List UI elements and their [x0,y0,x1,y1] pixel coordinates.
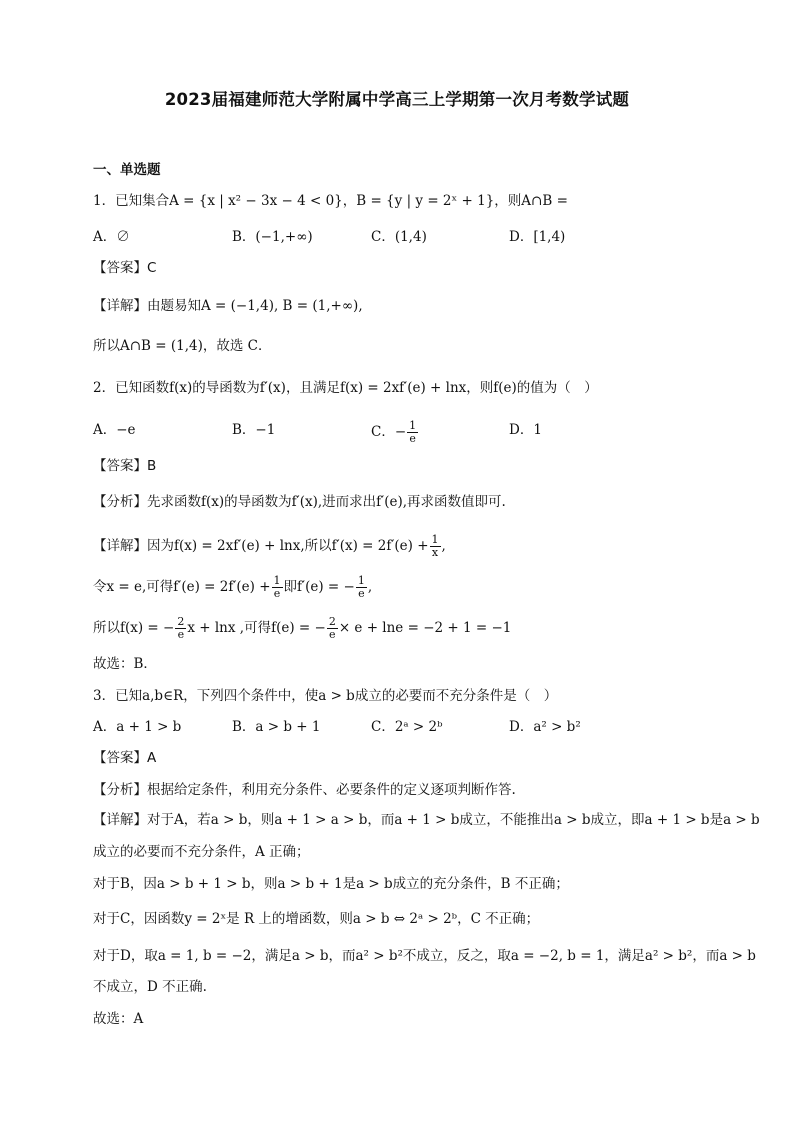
q3-detail-line-1: 【详解】对于A，若a > b，则a + 1 > a > b，而a + 1 > b成立，不能推出a > b成立，即a + 1 > b是a > b [93,812,760,828]
q2-fraction-1-over-e-b: $\frac{1}{e}$ [357,574,365,600]
q3-option-c: C．2ᵃ > 2ᵇ [371,719,443,735]
q3-detail-line-5: 对于D，取a = 1, b = −2，满足a > b，而a² > b²不成立，反之，取a = −2, b = 1，满足a² > b²，而a > b [93,948,756,964]
q2-fraction-1-over-e: $\frac{1}{e}$ [273,574,281,600]
q3-detail-line-6: 不成立，D 不正确. [93,979,207,995]
q1-answer: 【答案】C [93,260,157,276]
q3-analysis: 【分析】根据给定条件，利用充分条件、必要条件的定义逐项判断作答. [93,782,516,798]
q2-conclusion: 故选：B． [93,656,157,672]
question-3-stem: 3．已知a,b∈R，下列四个条件中，使a > b成立的必要而不充分条件是（ ） [93,688,558,704]
question-2-stem: 2．已知函数f(x)的导函数为f′(x)，且满足f(x) = 2xf′(e) + lnx，则f(e)的值为（ ） [93,380,598,396]
q2-fraction-1-over-x: $\frac{1}{x}$ [431,533,439,559]
q2-option-c-fraction: $\frac{1}{e}$ [409,419,417,445]
q1-option-a: A．∅ [93,229,130,245]
q2-option-a: A．−e [93,422,136,438]
q2-fraction-2-over-e-b: $\frac{2}{e}$ [328,615,336,641]
q3-detail-line-2: 成立的必要而不充分条件，A 正确； [93,844,310,860]
page-title: 2023届福建师范大学附属中学高三上学期第一次月考数学试题 [164,90,630,109]
q1-option-d: D．[1,4) [509,229,566,245]
q2-detail-line-2: 令x = e,可得f′(e) = 2f′(e) + $\frac{1}{e}$ 即f′(e) = − $\frac{1}{e}$ , [93,574,373,600]
q3-conclusion: 故选：A [93,1011,144,1027]
q3-detail-line-4: 对于C，因函数y = 2ˣ是 R 上的增函数，则a > b ⇔ 2ᵃ > 2ᵇ，C 不正确； [93,911,540,927]
section-heading: 一、单选题 [93,162,161,178]
q3-answer: 【答案】A [93,750,157,766]
q3-option-a: A．a + 1 > b [93,719,182,735]
q2-option-d: D．1 [509,422,542,438]
question-1-stem: 1．已知集合A = {x | x² − 3x − 4 < 0}，B = {y | y = 2ˣ + 1}，则A∩B = [93,193,568,209]
q2-analysis: 【分析】先求函数f(x)的导函数为f′(x),进而求出f′(e),再求函数值即可. [93,494,506,510]
q3-option-d: D．a² > b² [509,719,581,735]
q2-answer: 【答案】B [93,458,157,474]
q1-option-b: B．(−1,+∞) [232,229,313,245]
q2-option-c-label: C．− [371,424,407,440]
q2-option-b: B．−1 [232,422,276,438]
q3-detail-line-3: 对于B，因a > b + 1 > b，则a > b + 1是a > b成立的充分条件，B 不正确； [93,876,569,892]
q1-detail-line-1: 【详解】由题易知A = (−1,4), B = (1,+∞), [93,298,363,314]
q2-detail-line-3: 所以f(x) = − $\frac{2}{e}$ x + lnx ,可得f(e) = − $\frac{2}{e}$ × e + lne = −2 + 1 = −1 [93,615,512,641]
q2-fraction-2-over-e: $\frac{2}{e}$ [177,615,185,641]
q3-option-b: B．a > b + 1 [232,719,321,735]
q2-detail-line-1: 【详解】因为f(x) = 2xf′(e) + lnx,所以f′(x) = 2f′(e) + $\frac{1}{x}$ , [93,533,446,559]
q1-option-c: C．(1,4) [371,229,427,245]
q1-detail-line-2: 所以A∩B = (1,4)，故选 C． [93,338,272,354]
q2-option-c [371,420,419,445]
